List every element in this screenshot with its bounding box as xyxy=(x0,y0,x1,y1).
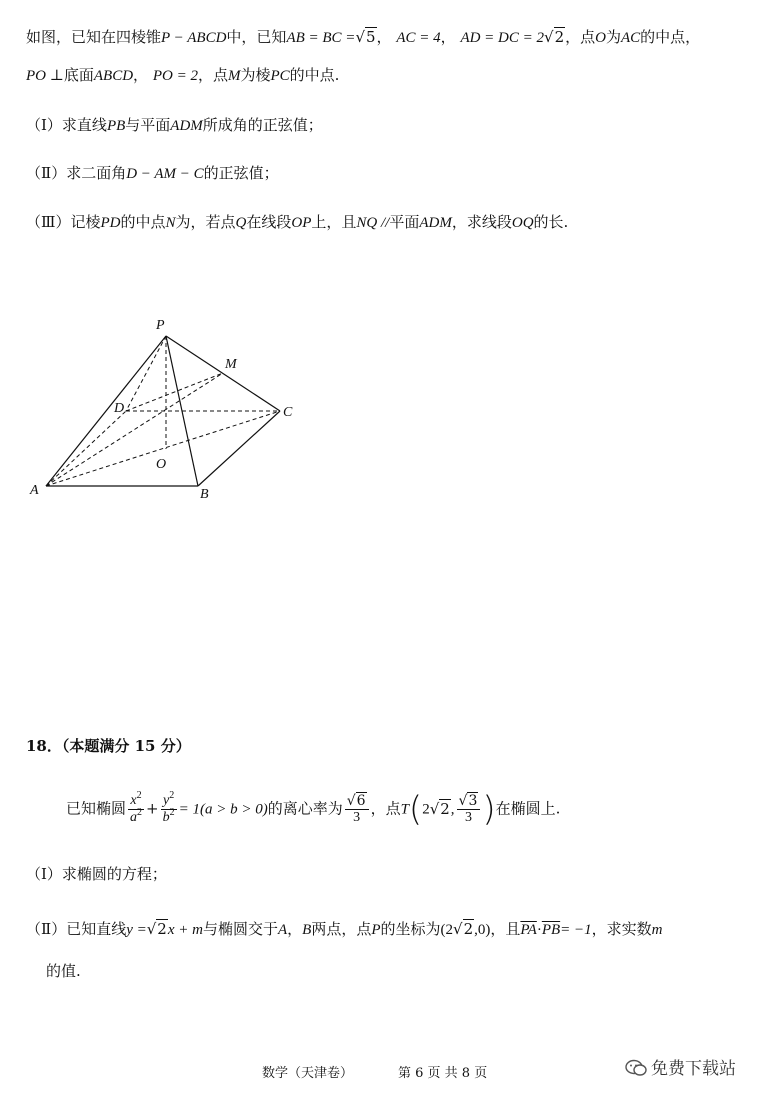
pyramid-figure xyxy=(28,312,318,512)
sqrt-5: √5 xyxy=(355,28,376,46)
frac-sqrt6-3: $\frac{√6}{3}$ xyxy=(345,793,369,826)
q18-statement: 已知椭圆 $\frac{x^2}{a^2}$ + $\frac{y^2}{b^2}$ = 1(a > b > 0)的离心率为 $\frac{√6}{3}$ ，点T(2√2, $\frac{√3}{3}$ )在椭圆上. xyxy=(66,789,561,830)
edge-bc xyxy=(198,411,280,486)
q17-part-1: （Ⅰ）求直线PB与平面ADM所成角的正弦值； xyxy=(26,116,323,134)
label-o: O xyxy=(156,457,167,472)
label-m: M xyxy=(225,357,237,372)
edge-ad xyxy=(46,411,126,486)
q17-part-3: （Ⅲ）记棱PD的中点N为，若点Q在线段OP上，且NQ //平面ADM，求线段OQ的长. xyxy=(26,213,569,231)
q18-part-1: （Ⅰ）求椭圆的方程； xyxy=(26,865,167,883)
frac-y2-b2: $\frac{y^2}{b^2}$ xyxy=(162,790,175,825)
label-p: P xyxy=(156,318,165,333)
label-d: D xyxy=(114,401,125,416)
q17-part-2: （Ⅱ）求二面角D − AM − C的正弦值； xyxy=(26,164,279,182)
frac-x2-a2: $\frac{x^2}{a^2}$ xyxy=(130,790,143,825)
footer-subject: 数学（天津卷） xyxy=(262,1066,354,1081)
label-b: B xyxy=(200,487,209,502)
edge-pc xyxy=(166,336,280,411)
edge-ac xyxy=(46,411,280,486)
q18-part-2-cont: 的值. xyxy=(46,962,81,980)
edge-pd xyxy=(126,336,166,411)
q17-line-1: 如图，已知在四棱锥P − ABCD中，已知AB = BC =√5， AC = 4， AD = DC = 2√2，点O为AC的中点， xyxy=(26,28,701,46)
label-c: C xyxy=(283,405,293,420)
edge-am xyxy=(46,373,223,486)
q18-part-2: （Ⅱ）已知直线y =√2x + m与椭圆交于A，B两点，点P的坐标为(2√2,0)，且$\overline{PA}\cdot\overline{PB}= -1$，求实数m xyxy=(26,920,663,938)
footer-page: 第 6 页 共 8 页 xyxy=(398,1066,488,1081)
label-a: A xyxy=(30,483,39,498)
q17-line-2: PO ⊥底面ABCD， PO = 2，点M为棱PC的中点. xyxy=(26,66,340,84)
frac-sqrt3-3: $\frac{√3}{3}$ xyxy=(457,793,481,826)
q18-heading: 18．（本题满分 15 分） xyxy=(26,737,191,755)
wechat-icon xyxy=(625,1059,647,1077)
watermark: 免费下载站 xyxy=(625,1054,736,1079)
sqrt-2: √2 xyxy=(544,28,565,46)
